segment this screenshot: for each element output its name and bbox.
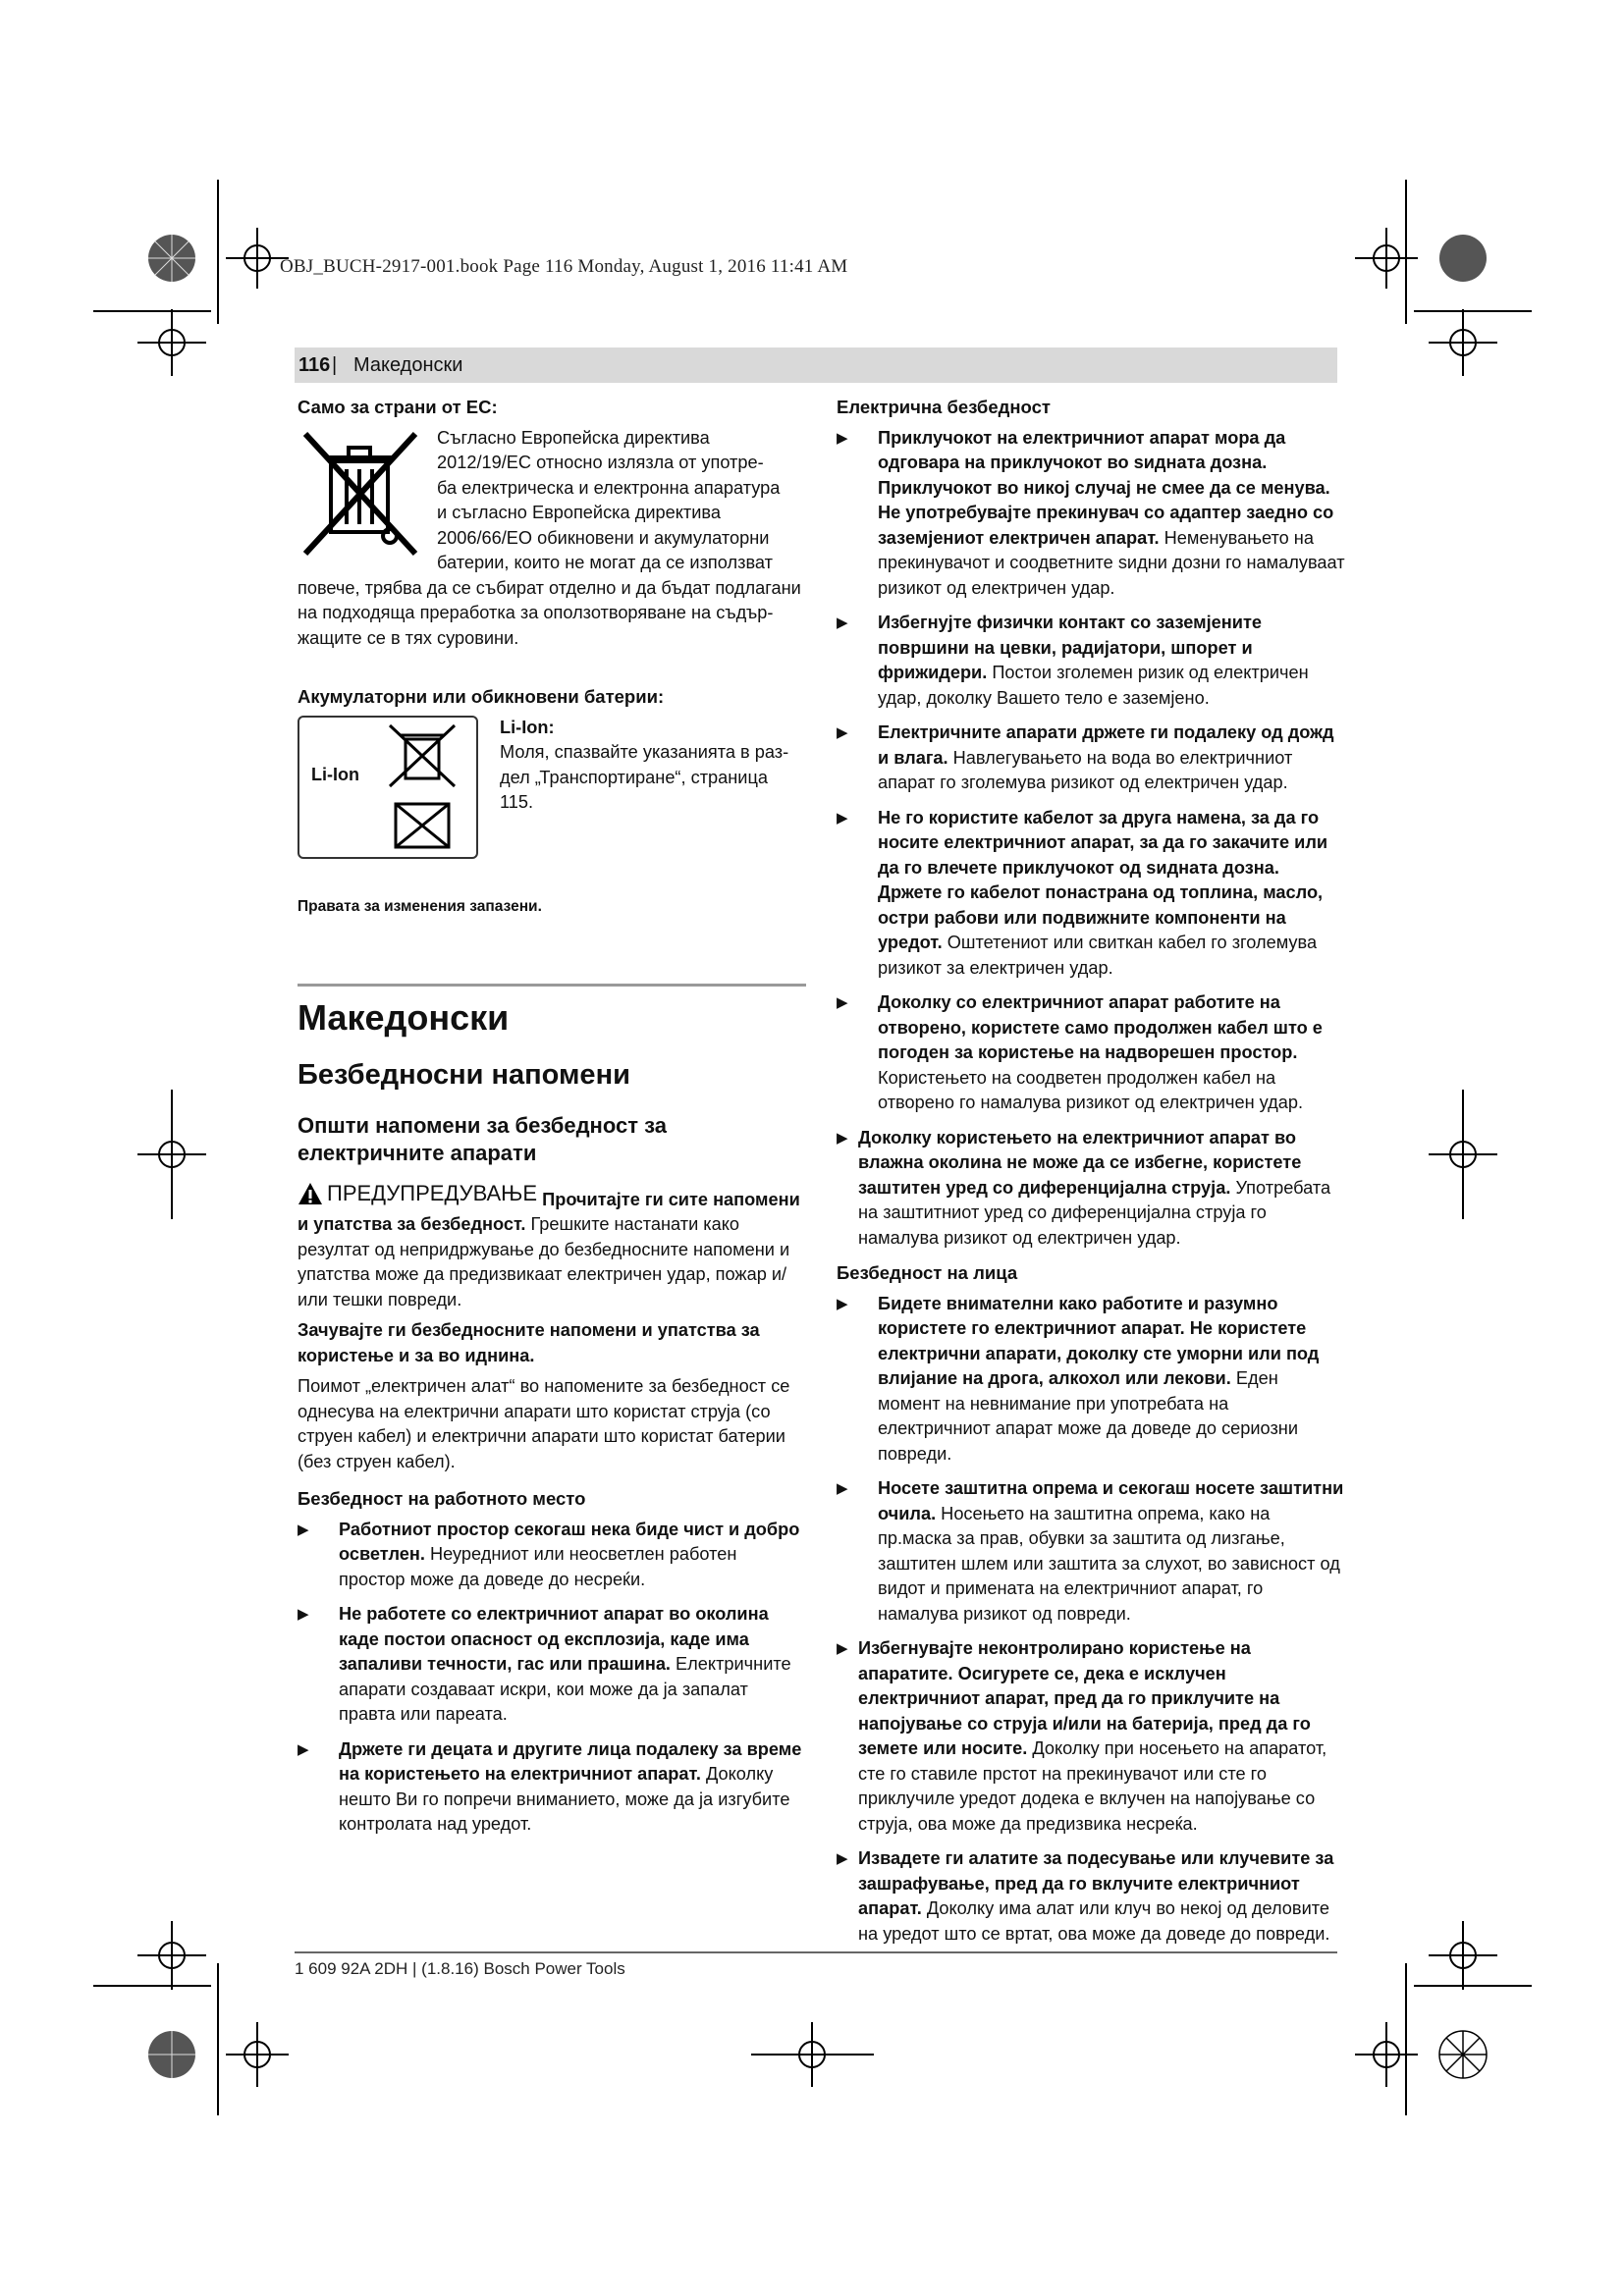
battery-li-ion-label: Li-Ion <box>311 764 359 784</box>
battery-disposal-icon <box>384 721 462 851</box>
electrical-item <box>837 1126 1345 1252</box>
personal-item <box>837 1292 1345 1468</box>
electrical-item-bold: Избегнујте физички контакт со заземјените површини на цевки, радијатори, шпорет и фрижидери. <box>878 613 1262 682</box>
personal-safety-heading: Безбедност на лица <box>837 1262 1018 1283</box>
section-rule <box>298 984 806 987</box>
bullet-arrow-icon: ▶ <box>837 1129 848 1147</box>
electrical-item-bold: Електричните апарати држете ги подалеку од дожд и влага. <box>878 722 1334 768</box>
work-area-heading: Безбедност на работното место <box>298 1488 586 1510</box>
crosshair-right-upper <box>1429 309 1497 376</box>
electrical-item-text: Употребата на заштитниот уред со диференцијална струја го намалува ризикот од електричен удар. <box>858 1177 1331 1248</box>
crosshair-left-upper <box>137 309 206 376</box>
warning-badge <box>298 1181 537 1206</box>
bullet-arrow-icon: ▶ <box>298 1521 309 1538</box>
electrical-item-bold: Приклучокот на електричниот апарат мора да одговара на приклучокот во ѕидната дозна. Приклучокот во никој случај не смее да се менува. Не употребувајте прекинувач со адаптер заедно со заземјениот електричен апарат. <box>878 427 1334 548</box>
electrical-item-text: Постои зголемен ризик од електричен удар, доколку Вашето тело е заземјено. <box>878 663 1309 708</box>
warning-label: ПРЕДУПРЕДУВАЊЕ <box>327 1181 538 1205</box>
electrical-item-text: Навлегувањето на вода во електричниот апарат го зголемува ризикот од електричен удар. <box>878 747 1293 792</box>
crosshair-right-middle <box>1429 1090 1497 1219</box>
work-item-text: Доколку нешто Ви го попречи вниманието, може да ја изгубите контролата над уредот. <box>339 1764 790 1835</box>
bullet-arrow-icon: ▶ <box>837 1295 848 1312</box>
electrical-item-text: Користењето на соодветен продолжен кабел на отворено го намалува ризикот од електричен удар. <box>878 1067 1304 1112</box>
crosshair-left-middle <box>137 1090 206 1219</box>
electrical-item <box>837 990 1345 1116</box>
electrical-item-bold: Доколку користењето на електричниот апарат во влажна околина не може да се избегне, користете заштитен уред со диференцијална струја. <box>858 1127 1302 1198</box>
bullet-arrow-icon: ▶ <box>837 429 848 447</box>
eu-text-continued: повече, трябва да се събират отделно и да бъдат подлагани на подходяща преработка за оползотворяване на съдържащите се в тях суровини. <box>298 577 801 648</box>
page-header-bar <box>295 347 1337 383</box>
eu-text-line-2: 2012/19/EC относно излязла от употре- <box>437 453 764 472</box>
left-column <box>298 395 806 1847</box>
bullet-arrow-icon: ▶ <box>837 994 848 1011</box>
personal-item <box>837 1636 1345 1837</box>
work-item-bold: Не работете со електричниот апарат во околина каде постои опасност од експлозија, каде има запаливи течности, гас или прашина. <box>339 1604 769 1675</box>
eu-text-line-6: батерии, които не могат да се използват <box>437 553 773 572</box>
work-item-bold: Држете ги децата и другите лица подалеку за време на користењето на електричниот апарат. <box>339 1738 802 1785</box>
right-column <box>837 395 1345 1956</box>
electrical-item-bold: Доколку со електричниот апарат работите на отворено, користете само продолжен кабел што е погоден за користење на надворешен простор. <box>878 992 1323 1062</box>
rights-reserved: Правата за изменения запазени. <box>298 897 542 915</box>
personal-item-text: Доколку има алат или клуч во некој од деловите на уредот што се вртат, ова може да доведе до повреди. <box>858 1898 1330 1944</box>
electrical-item <box>837 721 1345 796</box>
warning-triangle-icon <box>298 1182 323 1205</box>
electrical-item-text: Неменувањето на прекинувачот и соодветните ѕидни дозни го намалуваат ризикот од електричен удар. <box>878 527 1345 598</box>
header-language: Македонски <box>353 354 463 376</box>
personal-item-bold: Бидете внимателни како работите и разумно користете го електричниот апарат. Не користете електрични апарати, доколку сте уморни или под влијание на дрога, алкохол или лекови. <box>878 1293 1320 1388</box>
personal-item-bold: Извадете ги алатите за подесување или клучевите за зашрафување, пред да го вклучите електричниот апарат. <box>858 1848 1334 1918</box>
work-item-text: Електричните апарати создаваат искри, кои може да ја запалат правта или пареата. <box>339 1654 791 1725</box>
footer-rule <box>295 1951 1337 1953</box>
bullet-arrow-icon: ▶ <box>837 1640 848 1657</box>
eu-text-line-5: 2006/66/ЕО обикновени и акумулаторни <box>437 527 770 548</box>
personal-item <box>837 1476 1345 1627</box>
work-item-text: Неуредниот или неосветлен работен простор може да доведе до несреќи. <box>339 1544 737 1589</box>
battery-heading: Акумулаторни или обикновени батерии: <box>298 686 665 707</box>
crosshair-bottom-left <box>226 2022 289 2087</box>
footer-text: 1 609 92A 2DH | (1.8.16) Bosch Power Tools <box>295 1959 625 1978</box>
liion-text: Моля, спазвайте указанията в раздел „Транспортиране“, страница 115. <box>500 742 789 812</box>
color-wheel-bottom-right <box>1439 2031 1487 2078</box>
work-item-bold: Работниот простор секогаш нека биде чист и добро осветлен. <box>339 1519 800 1565</box>
eu-heading: Само за страни от ЕС: <box>298 397 498 417</box>
electrical-item-text: Оштетениот или свиткан кабел го зголемува ризикот за електричен удар. <box>878 933 1318 978</box>
bullet-arrow-icon: ▶ <box>837 1480 848 1497</box>
term-definition: Поимот „електричен алат“ во напомените за безбедност се однесува на електрични апарати што користат струја (со струен кабел) и електрични апарати што користат батерии (без струен кабел). <box>298 1376 790 1471</box>
warning-bold-text: Прочитајте ги сите напомени и упатства за безбедност. <box>298 1189 800 1235</box>
personal-item-bold: Носете заштитна опрема и секогаш носете заштитни очила. <box>878 1478 1344 1523</box>
color-wheel-bottom-left <box>148 2031 195 2078</box>
bullet-arrow-icon: ▶ <box>298 1740 309 1758</box>
bullet-arrow-icon: ▶ <box>837 809 848 827</box>
personal-item-bold: Избегнувајте неконтролирано користење на апаратите. Осигурете се, дека е исклучен електричниот апарат, пред да го приклучите на напојување со струја и/или на батерија, пред да го земете или носите. <box>858 1638 1311 1758</box>
personal-item-text: Носењето на заштитна опрема, како на пр.маска за прав, обувки за заштита од лизгање, заштитен шлем или заштита за слухот, во зависност од видот и примената на електричниот апарат, го намалува ризикот од повреди. <box>878 1503 1340 1624</box>
electrical-item <box>837 426 1345 602</box>
electrical-safety-heading: Електрична безбедност <box>837 397 1051 417</box>
language-title: Македонски <box>298 997 510 1038</box>
bullet-arrow-icon: ▶ <box>298 1606 309 1624</box>
liion-title: Li-Ion: <box>500 717 555 737</box>
warning-paragraph <box>298 1181 806 1312</box>
bullet-arrow-icon: ▶ <box>837 1850 848 1867</box>
personal-item <box>837 1846 1345 1947</box>
crosshair-left-lower <box>137 1921 206 1990</box>
battery-symbol-box <box>298 716 478 859</box>
electrical-item <box>837 611 1345 711</box>
book-file-info: OBJ_BUCH-2917-001.book Page 116 Monday, August 1, 2016 11:41 AM <box>280 256 848 277</box>
color-wheel-top-right <box>1439 235 1487 282</box>
crosshair-bottom-right <box>1355 2022 1418 2087</box>
keep-instructions: Зачувајте ги безбедносните напомени и упатства за користење и за во иднина. <box>298 1320 760 1365</box>
crosshair-bottom-center <box>751 2022 874 2087</box>
header-separator: | <box>332 354 338 376</box>
electrical-item-bold: Не го користите кабелот за друга намена, за да го носите електричниот апарат, за да го закачите или да го влечете приклучокот од ѕидната дозна. Држете го кабелот понастрана од топлина, масло, остри рабови или подвижните компоненти на уредот. <box>878 807 1328 952</box>
eu-text-line-3: ба електрическа и електронна апаратура <box>437 477 781 498</box>
work-item <box>298 1602 806 1728</box>
personal-item-text: Доколку при носењето на апаратот, сте го ставиле прстот на прекинувачот или сте го приклучиле уредот додека е вклучен на напојување со струја, ова може да предизвика несреќа. <box>858 1738 1327 1834</box>
general-safety-title: Општи напомени за безбедност за електричните апарати <box>298 1113 667 1165</box>
work-item <box>298 1518 806 1593</box>
personal-item-text: Еден момент на невнимание при употребата на електричниот апарат може да доведе до сериозни повреди. <box>878 1368 1298 1464</box>
eu-text-line-1: Съгласно Европейска директива <box>437 427 710 448</box>
crosshair-top-right <box>1355 228 1418 289</box>
color-wheel-top-left <box>148 235 195 282</box>
warning-text: Грешките настанати како резултат од непридржување до безбедносните напомени и упатства може да предизвикаат електричен удар, пожар и/или тешки повреди. <box>298 1214 790 1309</box>
eu-text-line-4: и съгласно Европейска директива <box>437 503 721 522</box>
page-number: 116 <box>298 354 331 376</box>
bullet-arrow-icon: ▶ <box>837 614 848 631</box>
crossed-out-bin-icon <box>298 426 423 563</box>
bullet-arrow-icon: ▶ <box>837 724 848 741</box>
electrical-item <box>837 806 1345 982</box>
safety-title: Безбедносни напомени <box>298 1059 630 1091</box>
work-item <box>298 1737 806 1838</box>
crosshair-right-lower <box>1429 1921 1497 1990</box>
